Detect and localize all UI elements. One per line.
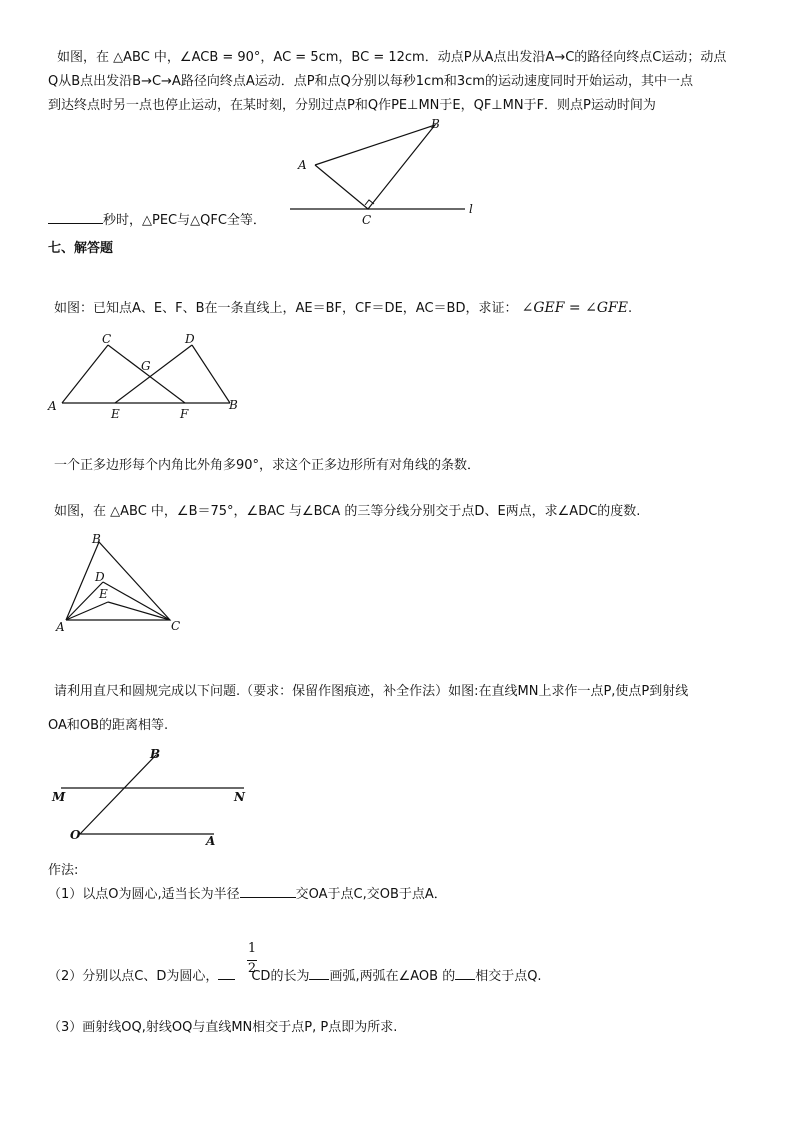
label-e: E	[111, 407, 120, 421]
problem2-period: .	[627, 301, 633, 316]
method-label: 作法:	[48, 863, 79, 878]
problem2-figure	[45, 330, 245, 425]
step2-blank-1[interactable]	[218, 967, 235, 980]
right-angle-mark	[365, 200, 374, 205]
frac-numerator: 1	[247, 941, 257, 956]
section-title: 七、解答题	[48, 241, 114, 256]
problem2-formula: ∠GEF = ∠GFE	[521, 300, 628, 316]
problem1-answer-suffix: 秒时，△PEC与△QFC全等．	[103, 213, 266, 228]
problem5-line2: OA和OB的距离相等.	[48, 718, 169, 733]
label-c: C	[102, 332, 112, 346]
problem1-line3: 到达终点时另一点也停止运动，在某时刻，分别过点P和Q作PE⊥MN于E，QF⊥MN于F．则点P运动时间为	[48, 98, 656, 113]
step2-blank-2[interactable]	[309, 967, 329, 980]
step1	[48, 885, 447, 904]
problem1-figure	[285, 115, 485, 230]
label-d: D	[185, 332, 195, 346]
label-m: M	[52, 790, 66, 804]
problem4-text: 如图，在 △ABC 中，∠B＝75°，∠BAC 与∠BCA 的三等分线分别交于点D、E两点，求∠ADC的度数.	[54, 504, 641, 519]
answer-blank[interactable]	[48, 211, 103, 224]
label-f: F	[180, 407, 189, 421]
step2-part-a: （2）分别以点C、D为圆心，	[48, 969, 219, 984]
segment-ac	[62, 345, 108, 403]
label-d: D	[95, 570, 105, 584]
label-g: G	[141, 359, 151, 373]
problem4-figure	[52, 530, 187, 635]
problem3-text: 一个正多边形每个内角比外角多90°，求这个正多边形所有对角线的条数．	[54, 458, 481, 473]
problem1-line1: 如图，在 △ABC 中，∠ACB = 90°，AC = 5cm，BC = 12cm．动点P从A点出发沿A→C的路径向终点C运动；动点	[57, 50, 727, 65]
segment-cf	[108, 345, 185, 403]
problem1-answer-line	[48, 211, 266, 230]
frac-denominator: 2	[247, 961, 257, 976]
segment-dc	[103, 582, 170, 620]
problem1-line2: Q从B点出发沿B→C→A路径向终点A运动．点P和点Q分别以每秒1cm和3cm的运动速度同时开始运动，其中一点	[48, 74, 693, 89]
step2	[48, 967, 542, 986]
step2-part-b: CD的长为	[251, 969, 310, 984]
label-a: A	[298, 158, 307, 172]
segment-ad	[66, 582, 103, 620]
step1-blank[interactable]	[240, 885, 296, 898]
label-n: N	[234, 790, 245, 804]
segment-de	[115, 345, 192, 403]
label-b: B	[150, 747, 161, 761]
step2-part-d: 相交于点Q.	[475, 969, 542, 984]
step2-part-c: 画弧,两弧在∠AOB 的	[329, 969, 456, 984]
step1-part-b: 交OA于点C,交OB于点A．	[295, 887, 447, 902]
step3: （3）画射线OQ,射线OQ与直线MN相交于点P, P点即为所求.	[48, 1020, 398, 1035]
label-b: B	[229, 398, 238, 412]
problem2-text	[54, 299, 632, 318]
triangle-abc	[66, 542, 170, 620]
label-a: A	[56, 620, 65, 634]
segment-bd	[192, 345, 230, 403]
label-b: B	[431, 117, 440, 131]
label-e: E	[99, 587, 108, 601]
problem5-figure	[48, 745, 258, 850]
ray-ob	[80, 755, 156, 834]
label-c: C	[362, 213, 372, 227]
segment-ec	[108, 602, 170, 620]
label-a: A	[206, 834, 216, 848]
label-b: B	[92, 532, 101, 546]
label-a: A	[48, 399, 57, 413]
problem5-line1: 请利用直尺和圆规完成以下问题.（要求：保留作图痕迹，补全作法）如图:在直线MN上求作一点P,使点P到射线	[54, 684, 689, 699]
label-l: l	[469, 202, 473, 216]
step2-blank-3[interactable]	[455, 967, 475, 980]
label-o: O	[70, 828, 81, 842]
step1-part-a: （1）以点O为圆心,适当长为半径	[48, 887, 240, 902]
label-c: C	[171, 619, 181, 633]
problem2-body: 如图：已知点A、E、F、B在一条直线上，AE＝BF，CF＝DE，AC＝BD，求证：	[54, 301, 518, 316]
triangle-abc	[315, 125, 435, 209]
